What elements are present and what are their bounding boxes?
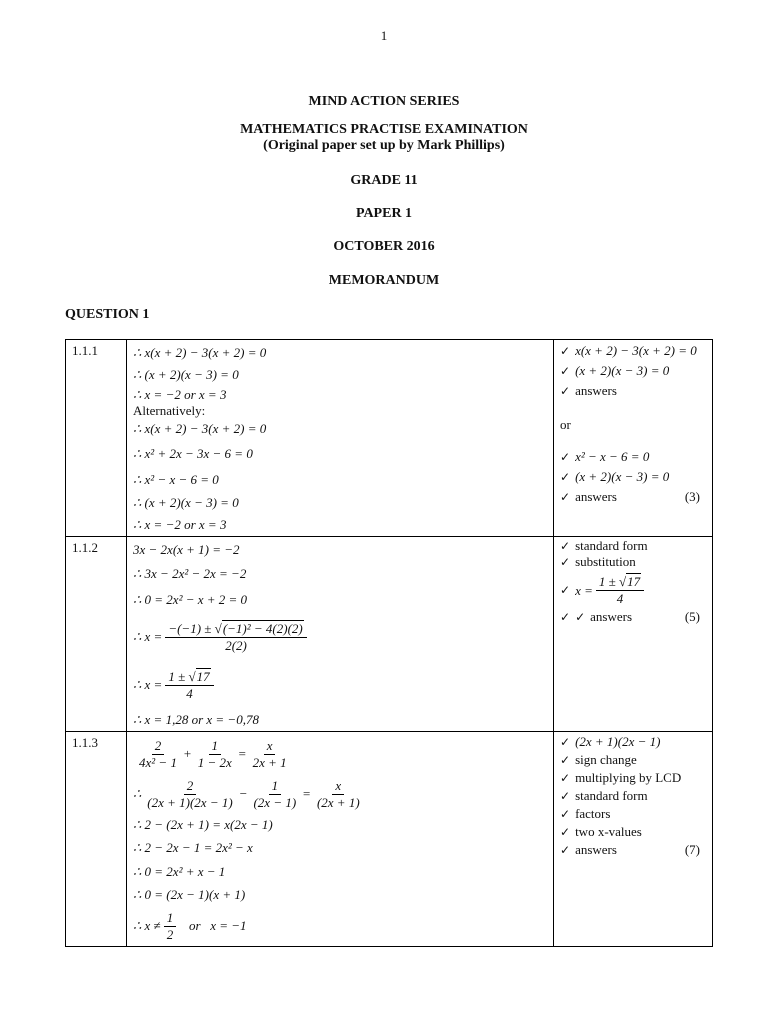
fraction-denominator: (2x − 1) <box>253 794 297 810</box>
sqrt-icon: √ <box>188 668 196 684</box>
solution-line: $\frac{2}{\text{4x² − 1}}$ + $\frac{1}{1 - 2x}$ = $\frac{x}{2x + 1}$ <box>133 734 553 774</box>
fraction <box>165 669 213 702</box>
solution-line: ∴ (x + 2)(x − 3) = 0 <box>133 495 239 510</box>
fraction-numerator: 1 <box>164 910 177 927</box>
date-label: OCTOBER 2016 <box>333 239 435 254</box>
fraction-numerator: x <box>264 738 276 755</box>
radicand: 17 <box>627 573 641 589</box>
memorandum-label: MEMORANDUM <box>328 273 440 288</box>
mark-item: (x + 2)(x − 3) = 0 <box>575 363 670 378</box>
fraction-numerator: 1 ± <box>168 668 189 684</box>
check-icon: ✓ <box>560 735 571 749</box>
mark-total: (5) <box>684 609 700 624</box>
check-icon: ✓ <box>560 753 571 767</box>
table-row <box>66 340 713 537</box>
solution-line: 3x − 2x(x + 1) = −2 <box>133 542 240 557</box>
fraction-denominator: 4x² − 1 <box>139 754 177 770</box>
check-icon: ✓ <box>560 344 571 358</box>
mark-total: (7) <box>684 842 700 857</box>
mark-item: standard form <box>575 788 648 803</box>
check-icon: ✓ <box>560 789 571 803</box>
mark-item: answers <box>590 609 633 624</box>
check-icon: ✓ <box>560 610 571 624</box>
table-row <box>66 732 713 947</box>
fraction-denominator: 4 <box>616 590 624 606</box>
mark-item: (2x + 1)(2x − 1) <box>575 734 661 749</box>
solution-line: ∴ 0 = 2x² + x − 1 <box>133 864 226 879</box>
mark-item: factors <box>575 806 611 821</box>
solution-line: ∴ x² + 2x − 3x − 6 = 0 <box>133 446 253 461</box>
mark-item: (x + 2)(x − 3) = 0 <box>575 469 670 484</box>
fraction-numerator: 1 ± <box>598 573 619 589</box>
mark-item: answers <box>575 489 617 504</box>
fraction <box>250 778 299 811</box>
radicand: (−1)² − 4(2)(2) <box>222 620 303 636</box>
mark-item: answers <box>575 842 617 857</box>
memo-table <box>65 339 713 947</box>
solution-line: ∴ $\frac{2}{(2x + 1)(2x - 1)}$ − $\frac{1}{(2x - 1)}$ = $\frac{x}{(2x + 1)}$ <box>133 774 553 814</box>
check-icon: ✓ <box>560 490 571 504</box>
check-icon: ✓ <box>560 582 571 597</box>
fraction <box>164 910 177 943</box>
line-suffix: or x = −1 <box>179 918 247 933</box>
check-icon: ✓ <box>560 555 571 569</box>
solution-line: ∴ x = 1,28 or x = −0,78 <box>133 712 259 727</box>
grade-label: GRADE 11 <box>350 173 418 188</box>
fraction <box>314 778 363 811</box>
check-icon: ✓ <box>560 843 571 857</box>
fraction-numerator: x <box>332 778 344 795</box>
fraction-denominator: 2x + 1 <box>252 754 287 770</box>
mark-or: or <box>560 417 571 432</box>
solution-line <box>133 906 553 946</box>
marks-cell <box>554 732 713 947</box>
check-icon: ✓ <box>560 470 571 484</box>
marks-cell <box>554 340 713 537</box>
fraction <box>144 778 235 811</box>
table-row <box>66 537 713 732</box>
marks-cell <box>554 537 713 732</box>
solution-line: ∴ x(x + 2) − 3(x + 2) = 0 <box>133 421 267 436</box>
fraction-denominator: 1 − 2x <box>197 754 232 770</box>
therefore-icon: ∴ <box>133 786 142 801</box>
solution-line: ∴ x = −2 or x = 3 <box>133 387 227 402</box>
solution-line: ∴ 0 = 2x² − x + 2 = 0 <box>133 592 248 607</box>
mark-item: x(x + 2) − 3(x + 2) = 0 <box>575 343 697 358</box>
check-icon: ✓ <box>560 539 571 553</box>
check-icon: ✓ <box>575 610 586 624</box>
fraction-numerator: 1 <box>269 778 282 795</box>
radicand: 17 <box>196 668 210 684</box>
exam-title: MATHEMATICS PRACTISE EXAMINATION <box>240 122 528 137</box>
solution-line: Alternatively: <box>133 403 206 418</box>
fraction-denominator: 4 <box>186 685 193 701</box>
line-prefix: ∴ x = <box>133 677 163 692</box>
line-prefix: ∴ x = <box>133 629 163 644</box>
question-number: 1.1.3 <box>66 732 127 947</box>
page-number: 1 <box>380 28 388 43</box>
solution-line: ∴ x² − x − 6 = 0 <box>133 472 219 487</box>
solution-cell <box>127 732 554 947</box>
line-prefix: ∴ x ≠ <box>133 918 161 933</box>
fraction-numerator: 1 <box>209 738 222 755</box>
question-number: 1.1.1 <box>66 340 127 537</box>
solution-line <box>133 661 553 709</box>
check-icon: ✓ <box>560 771 571 785</box>
fraction-numerator: 2 <box>184 778 197 795</box>
series-title: MIND ACTION SERIES <box>308 94 460 109</box>
mark-total: (3) <box>684 489 700 504</box>
check-icon: ✓ <box>560 364 571 378</box>
solution-line <box>133 613 553 661</box>
mark-item: x² − x − 6 = 0 <box>575 449 650 464</box>
solution-line: ∴ 3x − 2x² − 2x = −2 <box>133 566 247 581</box>
fraction-denominator: 2(2) <box>225 637 247 653</box>
mark-item: two x-values <box>575 824 642 839</box>
mark-item: answers <box>575 383 617 398</box>
mark-item: substitution <box>575 554 636 569</box>
check-icon: ✓ <box>560 450 571 464</box>
fraction <box>596 574 644 607</box>
solution-line: ∴ x(x + 2) − 3(x + 2) = 0 <box>133 345 267 360</box>
sqrt-icon: √ <box>214 620 222 636</box>
solution-line: ∴ 2 − 2x − 1 = 2x² − x <box>133 840 253 855</box>
solution-cell <box>127 537 554 732</box>
question-number: 1.1.2 <box>66 537 127 732</box>
question-title: QUESTION 1 <box>65 307 150 322</box>
paper-credit: (Original paper set up by Mark Phillips) <box>263 138 505 153</box>
fraction-numerator: 2 <box>152 738 165 755</box>
solution-line: ∴ 2 − (2x + 1) = x(2x − 1) <box>133 817 273 832</box>
solution-line: ∴ (x + 2)(x − 3) = 0 <box>133 367 239 382</box>
sqrt-icon: √ <box>619 573 627 589</box>
fraction <box>165 621 306 654</box>
fraction-denominator: (2x + 1) <box>316 794 360 810</box>
check-icon: ✓ <box>560 384 571 398</box>
fraction-denominator: 2 <box>166 926 174 942</box>
solution-line: ∴ 0 = (2x − 1)(x + 1) <box>133 887 246 902</box>
solution-cell <box>127 340 554 537</box>
fraction-numerator: −(−1) ± <box>168 620 215 636</box>
mark-item: multiplying by LCD <box>575 770 682 785</box>
paper-label: PAPER 1 <box>355 206 413 221</box>
check-icon: ✓ <box>560 807 571 821</box>
check-icon: ✓ <box>560 825 571 839</box>
fraction <box>195 738 235 771</box>
mark-x-prefix: x = <box>575 582 593 598</box>
mark-item: standard form <box>575 538 648 553</box>
fraction-denominator: (2x + 1)(2x − 1) <box>147 794 233 810</box>
fraction <box>250 738 290 771</box>
fraction <box>136 738 180 771</box>
solution-line: ∴ x = −2 or x = 3 <box>133 517 227 532</box>
mark-item: sign change <box>575 752 637 767</box>
